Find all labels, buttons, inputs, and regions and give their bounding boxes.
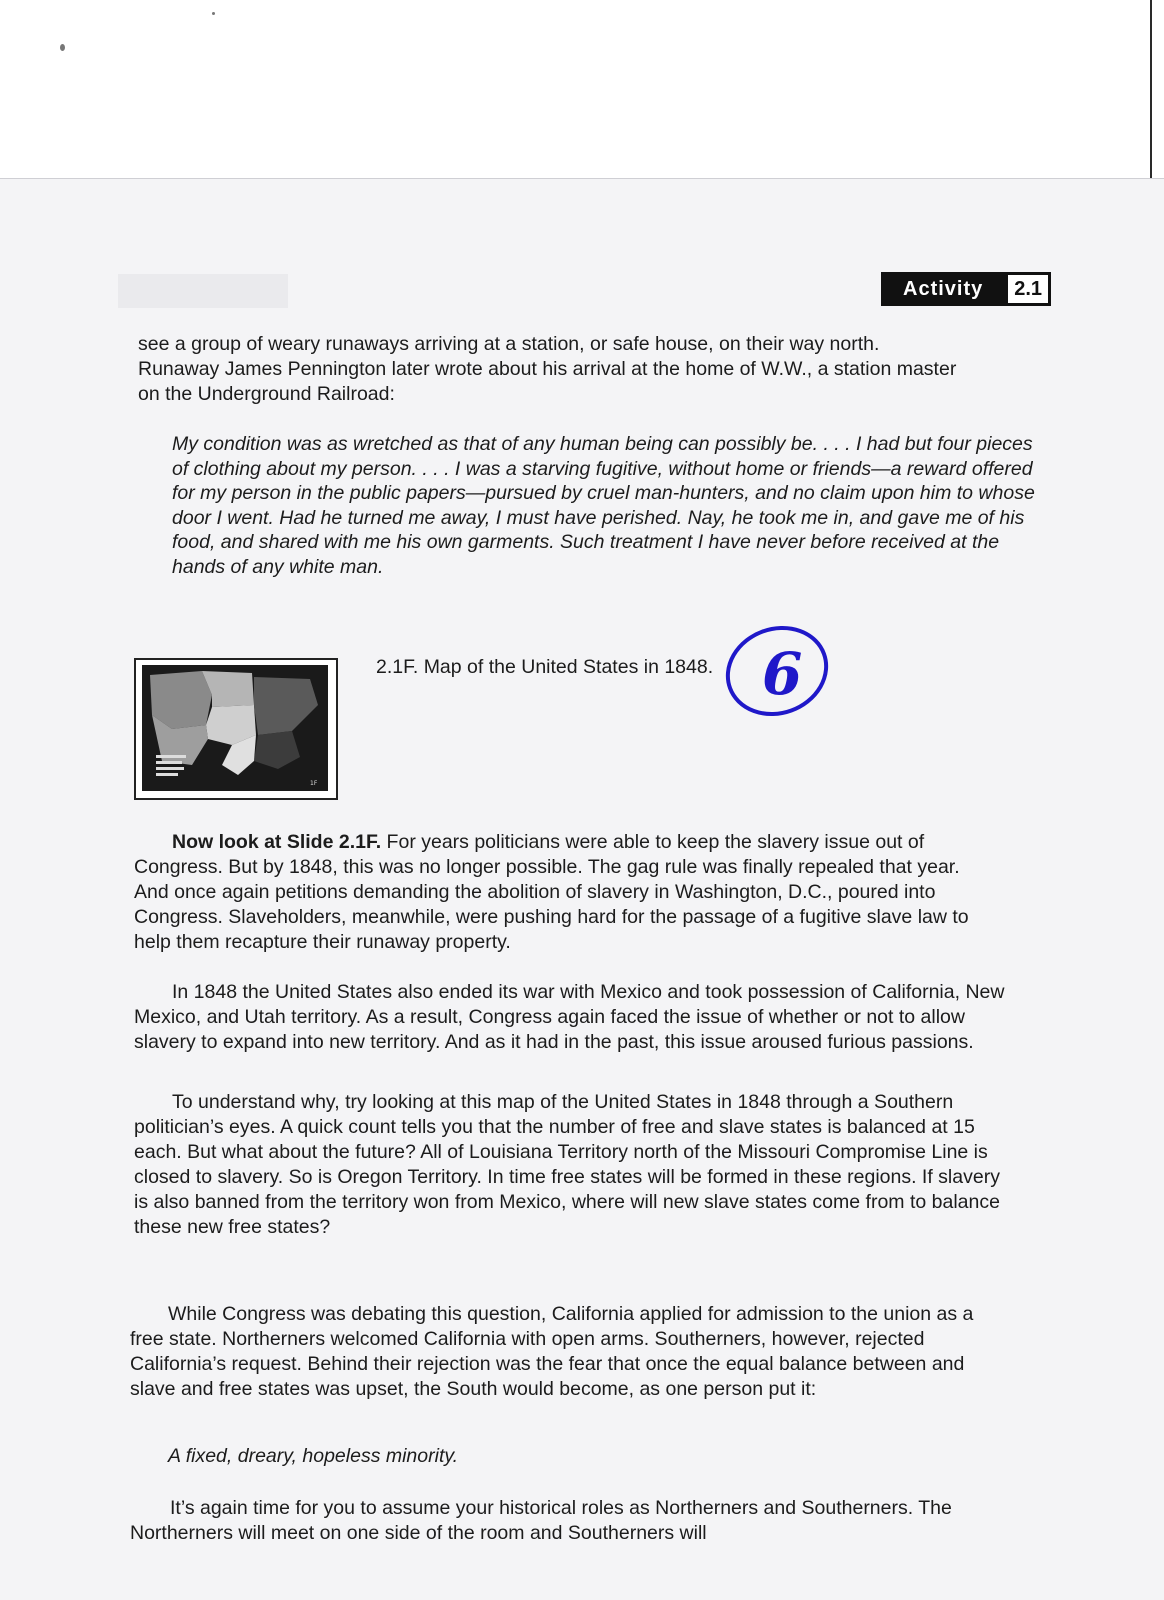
roles-paragraph: It’s again time for you to assume your historical roles as Northerners and Southerners. The Northerners will meet on one side of the room and Southerners will (130, 1497, 952, 1544)
bleed-through-header (118, 274, 288, 308)
map-caption: 2.1F. Map of the United States in 1848. (376, 656, 714, 678)
scan-speck (60, 44, 65, 51)
handwritten-score: 6 (762, 640, 803, 708)
pennington-quote: My condition was as wretched as that of any human being can possibly be. . . . I had but four pieces of clothing about my person. . . . I was a starving fugitive, without home or friends—a reward offered for my person in the public papers—pursued by cruel man-hunters, and no claim upon him to whose door I went. Had he turned me away, I must have perished. Nay, he took me in, and gave me of his food, and shared with me his own garments. Such treatment I have never before received at the hands of any white man. (172, 433, 1035, 578)
slide-paragraph-lead: Now look at Slide 2.1F. (172, 831, 382, 853)
page-edge-line (1150, 0, 1152, 178)
minority-quote: A fixed, dreary, hopeless minority. (168, 1445, 459, 1467)
us-map-1848-image (142, 665, 328, 791)
svg-text:1F: 1F (310, 780, 318, 787)
activity-label: Activity (881, 272, 1005, 306)
intro-paragraph: see a group of weary runaways arriving at a station, or safe house, on their way north. Runaway James Pennington later wrote about his arrival at the home of W.W., a station master on the Underground Railroad: (138, 333, 957, 405)
slide-paragraph (134, 830, 994, 955)
scan-top-margin (0, 0, 1164, 179)
activity-number: 2.1 (1005, 272, 1051, 306)
activity-badge (881, 272, 1051, 306)
understand-paragraph: To understand why, try looking at this map of the United States in 1848 through a Southern politician’s eyes. A quick count tells you that the number of free and slave states is balanced at 15 each. But what about the future? All of Louisiana Territory north of the Missouri Compromise Line is closed to slavery. So is Oregon Territory. In time free states will be formed in these regions. If slavery is also banned from the territory won from Mexico, where will new slave states come from to balance these new free states? (134, 1091, 1000, 1238)
map-thumbnail (134, 658, 338, 800)
slide-paragraph-body: For years politicians were able to keep the slavery issue out of Congress. But by 1848, this was no longer possible. The gag rule was finally repealed that year. And once again petitions demanding the abolition of slavery in Washington, D.C., poured into Congress. Slaveholders, meanwhile, were pushing hard for the passage of a fugitive slave law to help them recapture their runaway property. (134, 831, 969, 953)
handwritten-circle-mark (718, 618, 834, 728)
california-paragraph: While Congress was debating this question, California applied for admission to the union as a free state. Northerners welcomed California with open arms. Southerners, however, rejected California’s request. Behind their rejection was the fear that once the equal balance between and slave and free states was upset, the South would become, as one person put it: (130, 1303, 974, 1400)
scan-speck (212, 12, 215, 15)
mexico-paragraph: In 1848 the United States also ended its war with Mexico and took possession of California, New Mexico, and Utah territory. As a result, Congress again faced the issue of whether or not to allow slavery to expand into new territory. And as it had in the past, this issue aroused furious passions. (134, 981, 1005, 1053)
